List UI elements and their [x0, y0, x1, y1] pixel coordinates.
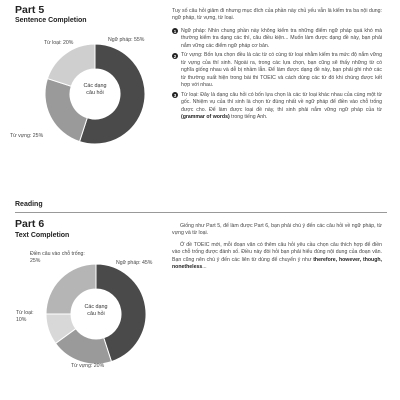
part5-intro: Tuy số câu hỏi giảm đi nhưng mục đích của phần này chủ yếu vẫn là kiểm tra ba nội dung: ngữ pháp, từ vựng, từ loại.: [172, 8, 382, 22]
number-badge-1: 1: [173, 28, 177, 34]
part6-paragraph-2: Ở đề TOEIC mới, mỗi đoạn văn có thêm câu hỏi yêu cầu chọn câu thích hợp để điền vào chỗ trống được đánh số. Điều này đòi hỏi bạn phải hiểu đúng nội dung của đoạn văn. Bạn cũng nên chú ý đến các liên từ dùng để chuyển ý như therefore, however, though, nonetheless...: [172, 241, 382, 271]
pie-slice-3: [47, 44, 95, 86]
part6-text: [172, 223, 382, 271]
part6-label-tuloai: Từ loại: 10%: [16, 310, 34, 323]
part6-center-label: Các dạng câu hỏi: [84, 304, 108, 317]
part5-label-tuloai: Từ loại: 20%: [44, 40, 74, 46]
part6-subtitle: Text Completion: [15, 232, 70, 239]
section-divider: [15, 212, 387, 213]
part5-center-label: Các dạng câu hỏi: [83, 83, 107, 96]
part6-label-diencau: Điền câu vào chỗ trống: 25%: [30, 251, 85, 264]
part5-label-tuvung: Từ vựng: 25%: [10, 133, 44, 139]
part5-item-2: 2 Từ vựng: Bốn lựa chọn đều là các từ có cùng từ loại nhằm kiểm tra mức độ nắm vững từ vựng của thí sinh. Ngoài ra, trong các lựa chọn, bạn cũng sẽ thấy những từ có nghĩa giống nhau và dễ bị nhầm lẫn. Để làm được dạng đề này, bạn phải ghi nhớ các từ thường xuất hiện trong bài thi TOEIC và cách dùng các từ đó khi chúng được kết hợp với nhau.: [173, 52, 382, 89]
part5-title: Part 5: [15, 4, 45, 16]
part6-label-nguphap: Ngữ pháp: 45%: [116, 260, 153, 266]
part6-title: Part 6: [15, 218, 45, 230]
part5-label-nguphap: Ngữ pháp: 55%: [108, 37, 145, 43]
part5-subtitle: Sentence Completion: [15, 17, 87, 24]
section-label-reading: Reading: [15, 201, 43, 208]
part6-label-tuvung: Từ vựng: 20%: [71, 363, 105, 369]
part5-item-1: 1 Ngữ pháp: Nhìn chung phần này không kiểm tra những điểm ngữ pháp quá khó mà thường kiểm tra dạng các thì, câu điều kiện... Muốn làm được dạng đề này, bạn phải nắm vững các điểm ngữ pháp cơ bản.: [173, 27, 382, 49]
part5-text: [172, 8, 382, 124]
part5-item-3: 3 Từ loại: Đây là dạng câu hỏi có bốn lựa chọn là các từ loại khác nhau của cùng một từ gốc. Nhiệm vụ của thí sinh là chọn từ đúng nhất về ngữ pháp để điền vào chỗ trống được cho. Để làm được loại đề này, thí sinh phải nắm vững ngữ pháp của từ (grammar of words) trong tiếng Anh.: [173, 91, 382, 121]
number-badge-3: 3: [173, 92, 177, 98]
number-badge-2: 2: [173, 53, 177, 59]
part6-paragraph-1: Giống như Part 5, để làm được Part 6, bạn phải chú ý đến các câu hỏi về ngữ pháp, từ vựng và từ loại.: [172, 223, 382, 237]
